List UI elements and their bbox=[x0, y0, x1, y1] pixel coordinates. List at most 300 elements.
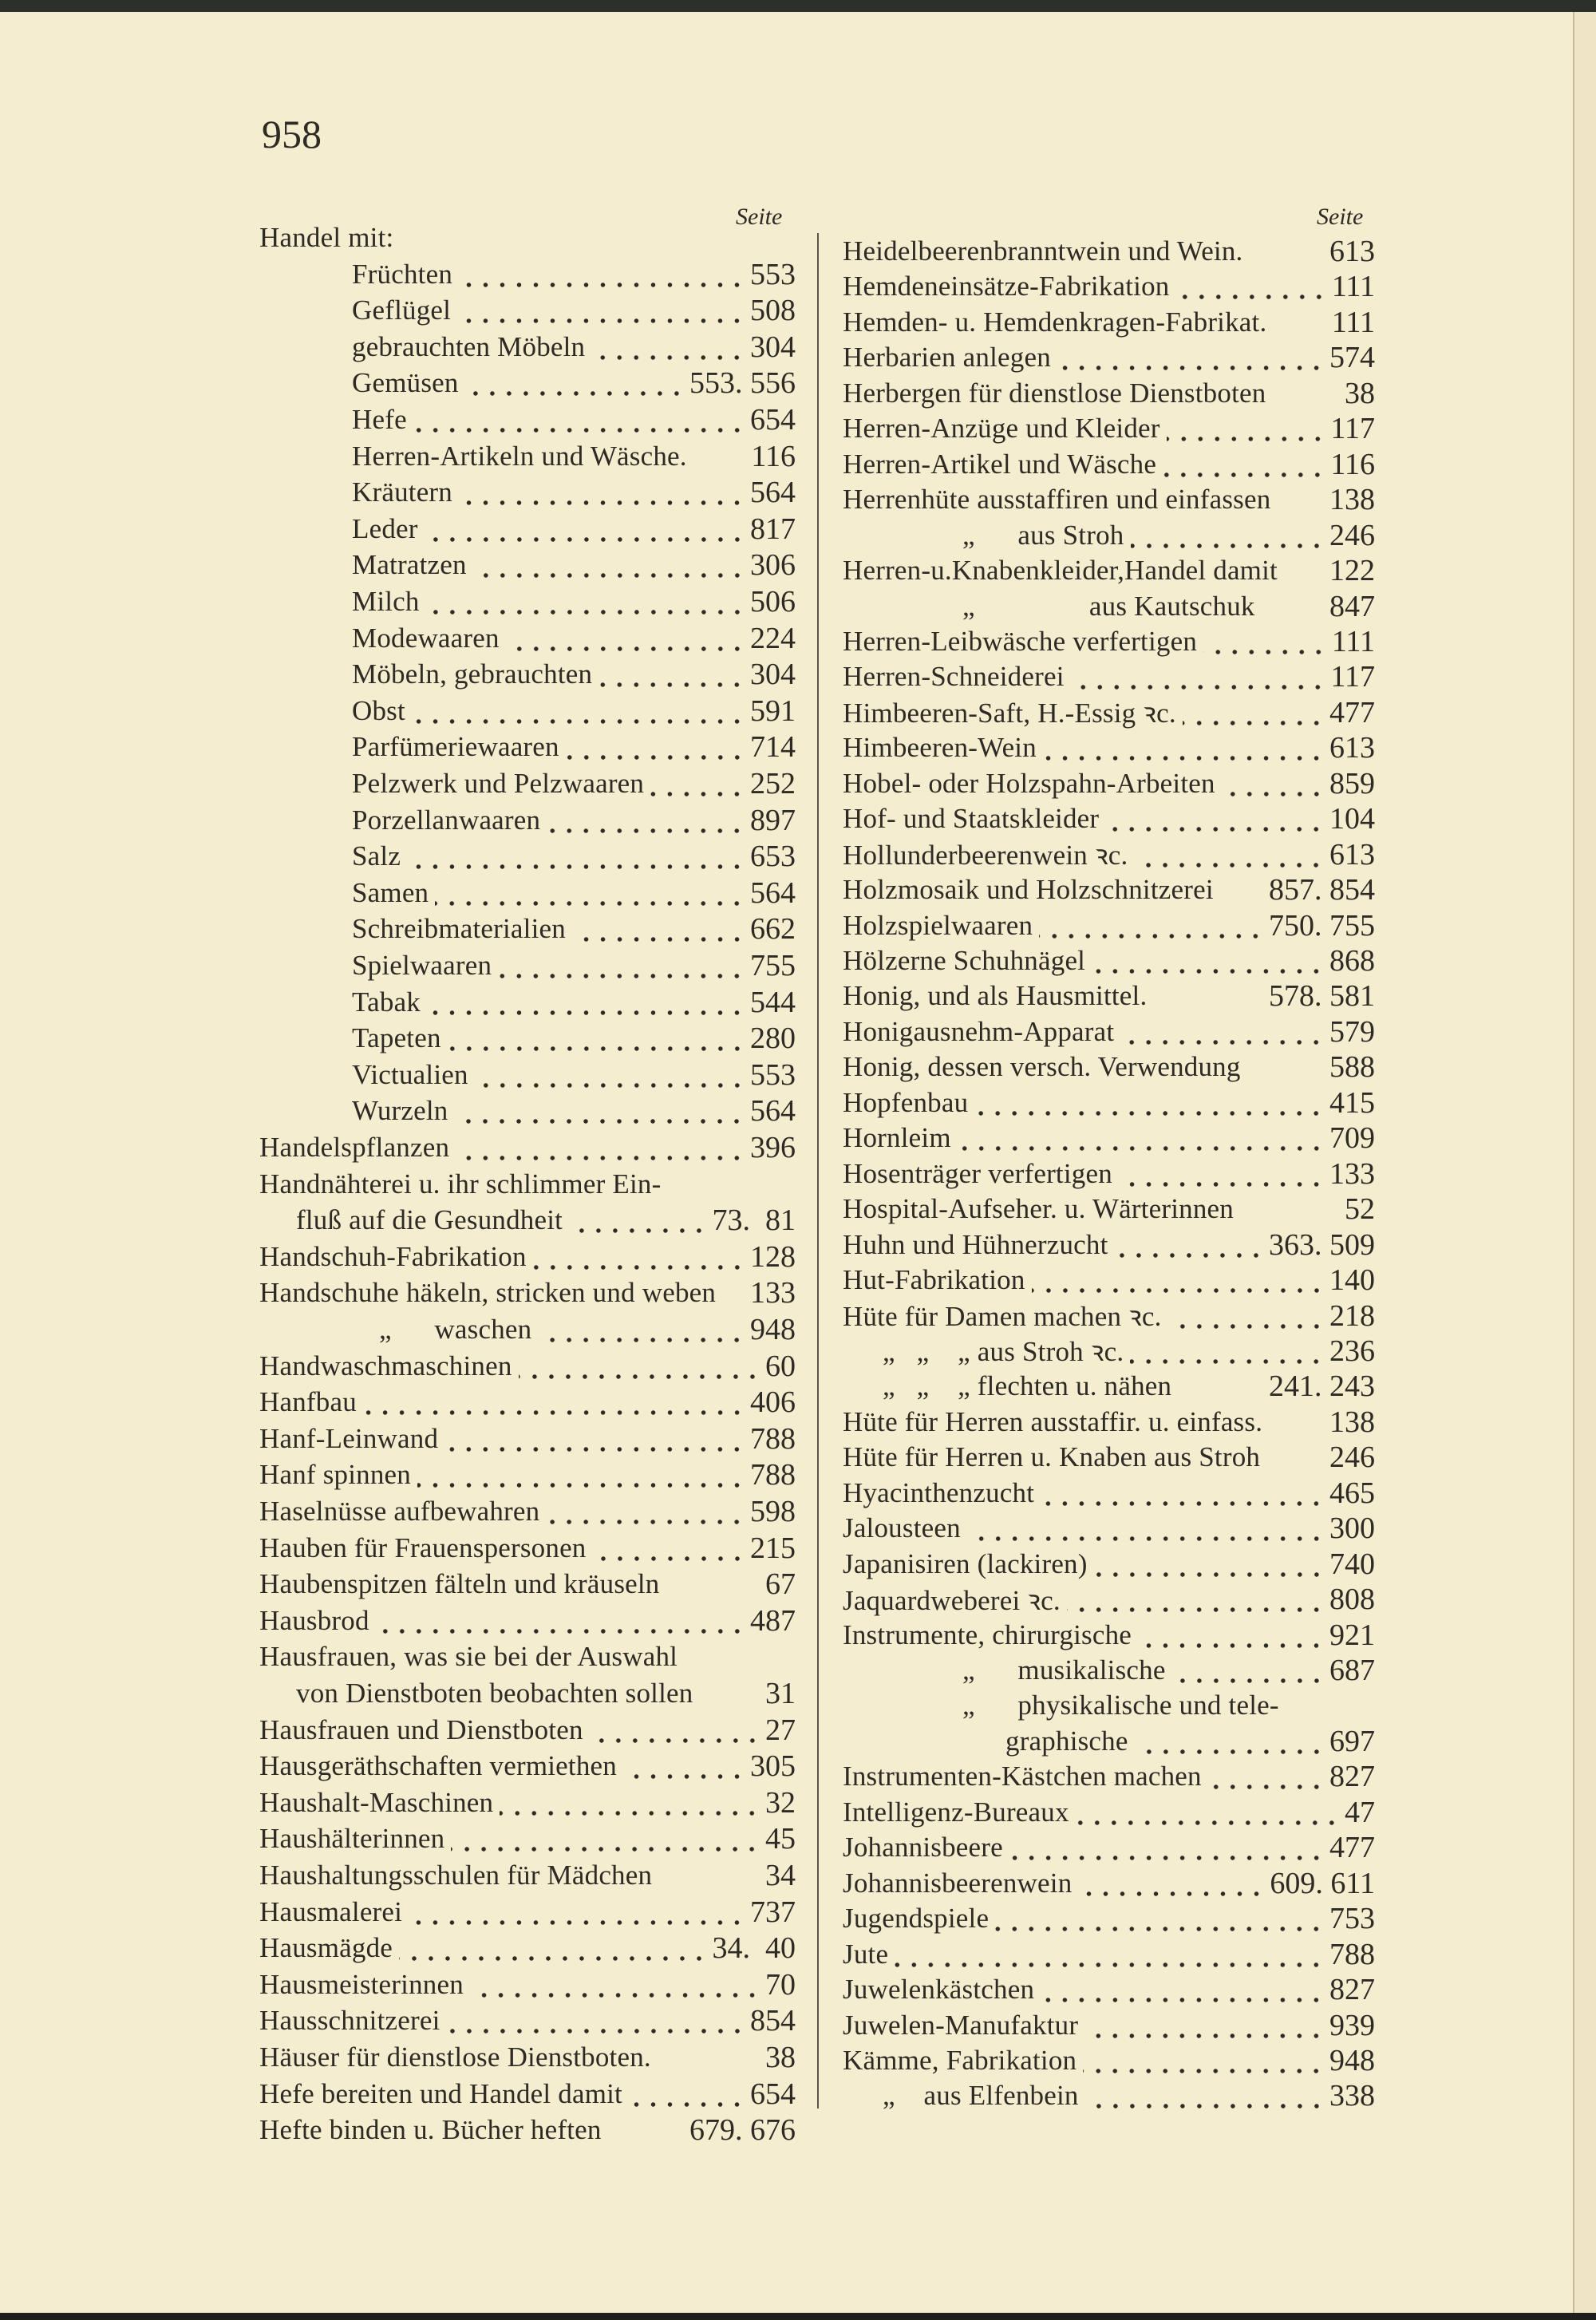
entry-label: Parfümeriewaaren bbox=[352, 731, 559, 763]
entry-label: Handnähterei u. ihr schlimmer Ein- bbox=[259, 1168, 662, 1200]
entry-page-numbers: 122 bbox=[1329, 554, 1375, 588]
entry-label: Handschuh-Fabrikation bbox=[259, 1240, 527, 1272]
index-entry bbox=[843, 1439, 1375, 1476]
index-entry bbox=[843, 871, 1375, 908]
index-entry bbox=[843, 1333, 1375, 1369]
entry-page-numbers: 465 bbox=[1329, 1476, 1375, 1510]
entry-label: Hausmalerei bbox=[259, 1895, 403, 1927]
index-entry bbox=[843, 1617, 1375, 1654]
entry-page-numbers: 477 bbox=[1329, 1831, 1375, 1865]
entry-label: Haushalt-Maschinen bbox=[259, 1786, 494, 1818]
entry-label: Herbarien anlegen bbox=[843, 342, 1051, 373]
entry-page-numbers: 591 bbox=[750, 694, 796, 728]
dot-leader bbox=[500, 1784, 760, 1821]
dot-leader bbox=[995, 1900, 1325, 1937]
entry-page-numbers: 897 bbox=[750, 803, 796, 837]
entry-page-numbers: 948 bbox=[1329, 2043, 1375, 2077]
entry-label: Instrumenten-Kästchen machen bbox=[843, 1761, 1202, 1792]
entry-page-numbers: 47 bbox=[1345, 1795, 1375, 1829]
dot-leader bbox=[1134, 836, 1325, 873]
index-entry bbox=[843, 1829, 1375, 1866]
entry-label: Herren-Schneiderei bbox=[843, 661, 1065, 693]
dot-leader bbox=[459, 256, 745, 293]
index-entry bbox=[259, 1202, 796, 1239]
entry-page-numbers: 477 bbox=[1329, 695, 1375, 729]
dot-leader bbox=[465, 365, 685, 401]
entry-label: Hefe bbox=[352, 404, 407, 435]
entry-label: Holzspielwaaren bbox=[843, 909, 1033, 941]
dot-leader bbox=[1041, 1475, 1325, 1512]
index-entry bbox=[843, 1723, 1375, 1760]
index-entry bbox=[843, 1156, 1375, 1192]
dot-leader bbox=[1057, 339, 1325, 376]
entry-page-numbers: 45 bbox=[765, 1822, 796, 1856]
entry-page-numbers: 697 bbox=[1329, 1724, 1375, 1758]
entry-label: Victualien bbox=[352, 1058, 468, 1090]
entry-label: Leder bbox=[352, 512, 418, 544]
index-entry bbox=[843, 836, 1375, 873]
entry-page-numbers: 224 bbox=[750, 621, 796, 655]
dot-leader bbox=[1167, 410, 1326, 447]
entry-label: Herren-Artikeln und Wäsche. bbox=[352, 440, 687, 472]
entry-page-numbers: 654 bbox=[750, 2077, 796, 2111]
entry-page-numbers: 564 bbox=[750, 1094, 796, 1128]
entry-label: Johannisbeere bbox=[843, 1832, 1003, 1864]
index-entry bbox=[843, 375, 1375, 412]
dot-leader bbox=[475, 1057, 745, 1093]
dot-leader bbox=[1119, 1156, 1325, 1192]
entry-page-numbers: 280 bbox=[750, 1022, 796, 1056]
dot-leader bbox=[1105, 800, 1325, 837]
dot-leader bbox=[473, 547, 745, 583]
entry-page-numbers: 753 bbox=[1329, 1902, 1375, 1936]
entry-page-numbers: 579 bbox=[1329, 1014, 1375, 1049]
index-entry bbox=[843, 588, 1375, 625]
dot-leader bbox=[519, 1348, 760, 1385]
dot-leader bbox=[399, 1930, 707, 1966]
entry-page-numbers: 506 bbox=[750, 585, 796, 619]
entry-label: Hopfenbau bbox=[843, 1086, 969, 1118]
dot-leader bbox=[1032, 1262, 1325, 1298]
dot-leader bbox=[538, 1311, 745, 1348]
entry-label: Hauben für Frauenspersonen bbox=[259, 1532, 587, 1563]
index-entry bbox=[259, 2076, 796, 2113]
entry-label: Hölzerne Schuhnägel bbox=[843, 945, 1086, 976]
entry-page-numbers: 304 bbox=[750, 330, 796, 364]
dot-leader bbox=[1083, 2042, 1325, 2079]
entry-page-numbers: 921 bbox=[1329, 1618, 1375, 1652]
entry-page-numbers: 857. 854 bbox=[1269, 873, 1375, 907]
entry-label: Tapeten bbox=[352, 1022, 441, 1054]
entry-page-numbers: 578. 581 bbox=[1269, 979, 1375, 1014]
entry-page-numbers: 133 bbox=[750, 1276, 796, 1310]
entry-label: fluß auf die Gesundheit bbox=[296, 1204, 563, 1236]
index-entry bbox=[259, 2002, 796, 2039]
dot-leader bbox=[1222, 765, 1325, 802]
entry-label: Hausfrauen, was sie bei der Auswahl bbox=[259, 1641, 678, 1673]
entry-label: Hefe bereiten und Handel damit bbox=[259, 2077, 622, 2109]
entry-page-numbers: 34. 40 bbox=[712, 1931, 796, 1966]
dot-leader bbox=[1135, 1723, 1325, 1760]
entry-label: Honigausnehm-Apparat bbox=[843, 1015, 1115, 1047]
entry-page-numbers: 737 bbox=[750, 1895, 796, 1929]
entry-page-numbers: 613 bbox=[1329, 837, 1375, 871]
entry-page-numbers: 32 bbox=[765, 1785, 796, 1820]
index-entry bbox=[259, 329, 796, 366]
entry-page-numbers: 27 bbox=[765, 1713, 796, 1747]
entry-page-numbers: 750. 755 bbox=[1269, 908, 1375, 943]
entry-label: Wurzeln bbox=[352, 1095, 448, 1127]
dot-leader bbox=[427, 984, 745, 1021]
entry-label: Herren-Artikel und Wäsche bbox=[843, 448, 1157, 480]
index-entry bbox=[843, 2007, 1375, 2044]
entry-label: Porzellanwaaren bbox=[352, 804, 541, 836]
dot-leader bbox=[974, 1085, 1325, 1121]
dot-leader bbox=[1067, 1581, 1325, 1618]
dot-leader bbox=[470, 1966, 760, 2003]
entry-page-numbers: 396 bbox=[750, 1131, 796, 1164]
entry-label: Modewaaren bbox=[352, 622, 500, 654]
index-entry bbox=[843, 1262, 1375, 1298]
entry-page-numbers: 138 bbox=[1329, 1405, 1375, 1439]
entry-page-numbers: 111 bbox=[1331, 270, 1375, 304]
index-entry bbox=[843, 1014, 1375, 1050]
entry-page-numbers: 300 bbox=[1329, 1512, 1375, 1546]
index-entry bbox=[843, 1085, 1375, 1121]
entry-page-numbers: 406 bbox=[750, 1385, 796, 1420]
entry-page-numbers: 788 bbox=[750, 1458, 796, 1492]
index-entry bbox=[843, 410, 1375, 447]
index-entry bbox=[843, 658, 1375, 695]
entry-label: Himbeeren-Wein bbox=[843, 732, 1037, 764]
entry-page-numbers: 817 bbox=[750, 512, 796, 546]
index-entry bbox=[259, 911, 796, 947]
index-entry bbox=[843, 517, 1375, 554]
index-entry bbox=[843, 1652, 1375, 1689]
entry-label: Samen bbox=[352, 876, 429, 908]
entry-label: Herren-Leibwäsche verfertigen bbox=[843, 625, 1198, 657]
entry-label: von Dienstboten beobachten sollen bbox=[296, 1678, 693, 1709]
entry-label: Hefte binden u. Bücher heften bbox=[259, 2114, 602, 2146]
dot-leader bbox=[407, 838, 745, 875]
entry-page-numbers: 687 bbox=[1329, 1654, 1375, 1687]
dot-leader bbox=[409, 1894, 745, 1931]
entry-page-numbers: 553 bbox=[750, 1057, 796, 1092]
dot-leader bbox=[412, 693, 745, 729]
entry-page-numbers: 31 bbox=[765, 1677, 796, 1710]
entry-page-numbers: 653 bbox=[750, 840, 796, 874]
entry-label: Juwelen-Manufaktur bbox=[843, 2009, 1079, 2041]
dot-leader bbox=[533, 1239, 745, 1275]
entry-page-numbers: 38 bbox=[765, 2041, 796, 2074]
entry-label: Hanf-Leinwand bbox=[259, 1422, 439, 1454]
entry-page-numbers: 714 bbox=[750, 730, 796, 765]
index-entry bbox=[259, 438, 796, 475]
dot-leader bbox=[459, 474, 745, 511]
index-entry bbox=[259, 1275, 796, 1311]
index-entry bbox=[259, 1348, 796, 1385]
next-page-edge bbox=[1574, 12, 1596, 2313]
entry-page-numbers: 140 bbox=[1329, 1263, 1375, 1298]
entry-page-numbers: 609. 611 bbox=[1270, 1866, 1375, 1900]
entry-page-numbers: 104 bbox=[1329, 802, 1375, 836]
dot-leader bbox=[1130, 1333, 1325, 1369]
entry-page-numbers: 116 bbox=[1330, 447, 1375, 481]
index-entry bbox=[843, 1298, 1375, 1334]
dot-leader bbox=[456, 1129, 745, 1166]
index-entry bbox=[259, 1020, 796, 1057]
entry-label: Hüte für Herren ausstaffir. u. einfass. bbox=[843, 1405, 1263, 1437]
index-entry bbox=[259, 365, 796, 401]
entry-label: Johannisbeerenwein bbox=[843, 1867, 1073, 1899]
index-entry bbox=[259, 1421, 796, 1457]
dot-leader bbox=[1085, 2077, 1325, 2114]
index-entry bbox=[843, 1758, 1375, 1795]
entry-label: Himbeeren-Saft, H.-Essig ꝛc. bbox=[843, 698, 1176, 729]
entry-page-numbers: 679. 676 bbox=[689, 2113, 796, 2148]
entry-label: Honig, und als Hausmittel. bbox=[843, 980, 1148, 1012]
index-entry bbox=[843, 304, 1375, 341]
index-entry bbox=[843, 1936, 1375, 1973]
index-entry bbox=[259, 1820, 796, 1857]
entry-label: Hornleim bbox=[843, 1122, 951, 1154]
dot-leader bbox=[506, 620, 745, 657]
entry-label: gebrauchten Möbeln bbox=[352, 330, 586, 362]
index-entry bbox=[259, 1456, 796, 1493]
entry-label: Geflügel bbox=[352, 294, 452, 326]
entry-page-numbers: 827 bbox=[1329, 1760, 1375, 1794]
entry-label: Hausbrod bbox=[259, 1604, 369, 1636]
entry-label: Kämme, Fabrikation bbox=[843, 2044, 1077, 2076]
entry-page-numbers: 73. 81 bbox=[712, 1203, 796, 1238]
scan-bottom-border bbox=[0, 2313, 1596, 2320]
dot-leader bbox=[958, 1120, 1325, 1156]
dot-leader bbox=[629, 2076, 745, 2113]
entry-page-numbers: 38 bbox=[1345, 376, 1375, 410]
entry-page-numbers: 116 bbox=[751, 439, 796, 473]
dot-leader bbox=[1131, 517, 1325, 554]
entry-page-numbers: 246 bbox=[1329, 1441, 1375, 1475]
index-entry bbox=[843, 729, 1375, 766]
entry-page-numbers: 564 bbox=[750, 875, 796, 910]
index-entry bbox=[843, 1191, 1375, 1227]
entry-label: Obst bbox=[352, 694, 405, 726]
entry-page-numbers: 363. 509 bbox=[1269, 1227, 1375, 1262]
index-entry bbox=[259, 1311, 796, 1348]
dot-leader bbox=[593, 1530, 745, 1567]
dot-leader bbox=[572, 911, 745, 947]
entry-page-numbers: 305 bbox=[750, 1749, 796, 1784]
dot-leader bbox=[1115, 1227, 1264, 1263]
index-entry bbox=[259, 401, 796, 438]
index-entry bbox=[259, 1239, 796, 1275]
dot-leader bbox=[566, 729, 745, 765]
index-entry bbox=[259, 1093, 796, 1129]
entry-label: Intelligenz-Bureaux bbox=[843, 1796, 1069, 1828]
index-entry bbox=[259, 583, 796, 620]
dot-leader bbox=[1120, 1014, 1325, 1050]
entry-label: „ waschen bbox=[379, 1314, 532, 1345]
entry-page-numbers: 808 bbox=[1329, 1583, 1375, 1617]
index-entry bbox=[843, 1120, 1375, 1156]
left-column-header: Seite bbox=[736, 204, 783, 230]
index-entry bbox=[259, 219, 796, 256]
dot-leader bbox=[417, 1456, 745, 1493]
entry-page-numbers: 67 bbox=[765, 1567, 796, 1602]
dot-leader bbox=[1041, 1971, 1325, 2008]
entry-page-numbers: 740 bbox=[1329, 1547, 1375, 1581]
entry-page-numbers: 544 bbox=[750, 985, 796, 1019]
dot-leader bbox=[1084, 2007, 1325, 2044]
index-entry bbox=[843, 1900, 1375, 1937]
index-entry bbox=[259, 1784, 796, 1821]
dot-leader bbox=[1076, 1794, 1340, 1831]
entry-page-numbers: 252 bbox=[750, 767, 796, 800]
index-entry bbox=[259, 1638, 796, 1675]
entry-label: Früchten bbox=[352, 258, 453, 290]
entry-page-numbers: 613 bbox=[1329, 731, 1375, 765]
entry-page-numbers: 60 bbox=[765, 1349, 796, 1383]
entry-page-numbers: 138 bbox=[1329, 483, 1375, 517]
index-entry bbox=[843, 1227, 1375, 1263]
entry-page-numbers: 34 bbox=[765, 1859, 796, 1892]
index-entry bbox=[843, 1687, 1375, 1724]
dot-leader bbox=[598, 656, 745, 693]
entry-label: „ aus Stroh bbox=[962, 519, 1124, 551]
index-entry bbox=[259, 511, 796, 547]
dot-leader bbox=[457, 292, 745, 329]
index-entry bbox=[259, 693, 796, 729]
entry-label: Hausgeräthschaften vermiethen bbox=[259, 1750, 617, 1782]
entry-page-numbers: 654 bbox=[750, 403, 796, 437]
dot-leader bbox=[1094, 1546, 1325, 1583]
dot-leader bbox=[451, 1820, 760, 1857]
dot-leader bbox=[454, 1093, 745, 1129]
entry-label: Hyacinthenzucht bbox=[843, 1476, 1035, 1508]
entry-page-numbers: 128 bbox=[750, 1239, 796, 1274]
dot-leader bbox=[1043, 729, 1325, 766]
index-entry bbox=[259, 729, 796, 765]
index-entry bbox=[259, 875, 796, 911]
dot-leader bbox=[895, 1936, 1325, 1973]
index-entry bbox=[259, 1166, 796, 1203]
dot-leader bbox=[1138, 1617, 1325, 1654]
index-entry bbox=[259, 656, 796, 693]
entry-label: Hof- und Staatskleider bbox=[843, 803, 1100, 835]
index-entry bbox=[843, 1865, 1375, 1902]
entry-page-numbers: 215 bbox=[750, 1531, 796, 1565]
entry-label: „ aus Elfenbein bbox=[883, 2080, 1079, 2112]
entry-page-numbers: 52 bbox=[1345, 1192, 1375, 1227]
index-entry bbox=[843, 943, 1375, 979]
dot-leader bbox=[623, 1748, 745, 1784]
dot-leader bbox=[1078, 1865, 1265, 1902]
index-entry bbox=[843, 233, 1375, 270]
entry-label: Handelspflanzen bbox=[259, 1132, 450, 1163]
entry-label: Honig, dessen versch. Verwendung bbox=[843, 1051, 1241, 1083]
entry-label: Matratzen bbox=[352, 549, 467, 581]
index-entry bbox=[843, 552, 1375, 589]
dot-leader bbox=[546, 1493, 745, 1530]
entry-page-numbers: 338 bbox=[1329, 2079, 1375, 2113]
entry-label: Hausschnitzerei bbox=[259, 2005, 440, 2037]
entry-label: Hausmägde bbox=[259, 1932, 393, 1964]
index-entry bbox=[259, 838, 796, 875]
entry-label: Hollunderbeerenwein ꝛc. bbox=[843, 840, 1128, 871]
entry-label: Hüte für Damen machen ꝛc. bbox=[843, 1301, 1162, 1332]
entry-label: Hausmeisterinnen bbox=[259, 1968, 464, 2000]
entry-page-numbers: 827 bbox=[1329, 1973, 1375, 2007]
entry-label: Jaquardweberei ꝛc. bbox=[843, 1584, 1061, 1616]
entry-label: Handschuhe häkeln, stricken und weben bbox=[259, 1277, 717, 1309]
index-entry bbox=[843, 268, 1375, 305]
entry-label: Huhn und Hühnerzucht bbox=[843, 1228, 1108, 1260]
index-entry bbox=[259, 1748, 796, 1784]
entry-label: Kräutern bbox=[352, 476, 452, 508]
entry-label: Japanisiren (lackiren) bbox=[843, 1547, 1088, 1579]
dot-leader bbox=[547, 802, 745, 839]
index-entry bbox=[259, 1566, 796, 1603]
page-number: 958 bbox=[262, 112, 322, 156]
dot-leader bbox=[1203, 623, 1327, 660]
dot-leader bbox=[1071, 658, 1326, 695]
entry-label: Herren-Anzüge und Kleider bbox=[843, 413, 1160, 445]
index-entry bbox=[259, 1894, 796, 1931]
index-entry bbox=[259, 256, 796, 293]
entry-label: Hanf spinnen bbox=[259, 1459, 411, 1491]
entry-label: Hausfrauen und Dienstboten bbox=[259, 1713, 583, 1745]
index-entry bbox=[843, 623, 1375, 660]
entry-label: Herrenhüte ausstaffiren und einfassen bbox=[843, 484, 1271, 516]
entry-page-numbers: 553 bbox=[750, 257, 796, 291]
index-entry bbox=[843, 800, 1375, 837]
dot-leader bbox=[650, 765, 745, 802]
entry-label: Holzmosaik und Holzschnitzerei bbox=[843, 874, 1214, 906]
entry-label: „ „ „ flechten u. nähen bbox=[883, 1370, 1172, 1402]
index-entry bbox=[259, 1603, 796, 1639]
entry-label: Schreibmaterialien bbox=[352, 913, 566, 945]
entry-page-numbers: 415 bbox=[1329, 1085, 1375, 1120]
entry-label: Instrumente, chirurgische bbox=[843, 1618, 1132, 1650]
index-entry bbox=[843, 339, 1375, 376]
dot-leader bbox=[376, 1603, 745, 1639]
entry-page-numbers: 133 bbox=[1329, 1156, 1375, 1191]
entry-page-numbers: 236 bbox=[1329, 1334, 1375, 1368]
index-entry bbox=[843, 1475, 1375, 1512]
column-divider bbox=[817, 233, 819, 2109]
entry-page-numbers: 487 bbox=[750, 1603, 796, 1638]
index-entry bbox=[259, 620, 796, 657]
right-column-header: Seite bbox=[1317, 204, 1364, 230]
entry-label: Gemüsen bbox=[352, 367, 459, 399]
entry-label: „ physikalische und tele- bbox=[962, 1690, 1279, 1721]
entry-label: Spielwaaren bbox=[352, 950, 492, 981]
entry-page-numbers: 111 bbox=[1331, 305, 1375, 339]
entry-label: graphische bbox=[1005, 1725, 1128, 1757]
entry-label: Hanfbau bbox=[259, 1386, 357, 1418]
entry-page-numbers: 508 bbox=[750, 294, 796, 328]
index-entry bbox=[259, 1675, 796, 1712]
dot-leader bbox=[425, 511, 745, 547]
index-entry bbox=[843, 1368, 1375, 1405]
entry-page-numbers: 788 bbox=[1329, 1937, 1375, 1971]
entry-label: Möbeln, gebrauchten bbox=[352, 658, 593, 690]
index-entry bbox=[843, 1581, 1375, 1618]
dot-leader bbox=[1183, 694, 1325, 731]
index-entry bbox=[843, 481, 1375, 518]
index-entry bbox=[259, 2039, 796, 2076]
index-entry bbox=[843, 1510, 1375, 1547]
